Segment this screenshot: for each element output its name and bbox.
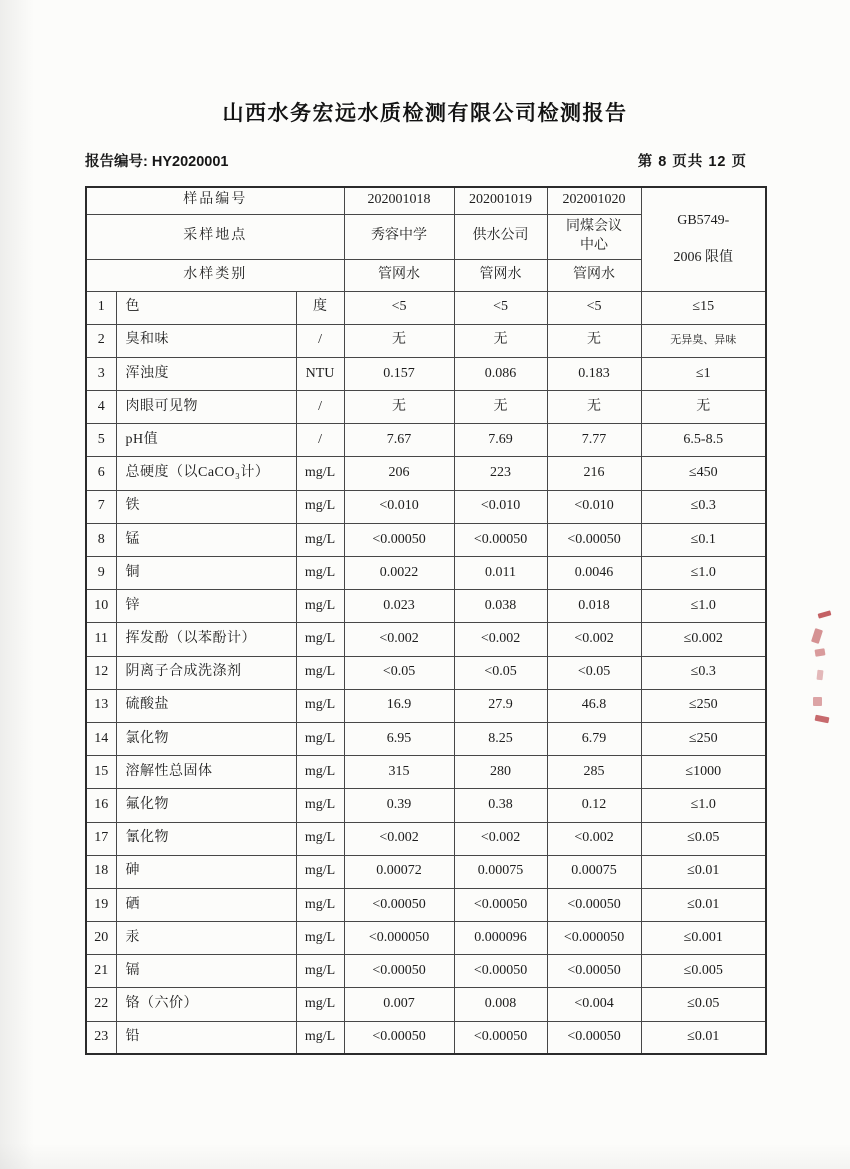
sample1-result: 0.007 <box>344 988 454 1021</box>
sample1-result: 0.0022 <box>344 557 454 590</box>
parameter-name: 总硬度（以CaCO₃计） <box>116 457 296 490</box>
sample1-result: 无 <box>344 391 454 424</box>
row-number: 7 <box>86 490 116 523</box>
row-number: 3 <box>86 357 116 390</box>
parameter-name: 浑浊度 <box>116 357 296 390</box>
unit-value: / <box>296 324 344 357</box>
unit-value: mg/L <box>296 523 344 556</box>
limit-value: ≤250 <box>641 689 766 722</box>
table-row <box>86 822 766 855</box>
report-number <box>85 150 228 171</box>
sample2-result: <0.010 <box>454 490 547 523</box>
limit-value: ≤0.3 <box>641 490 766 523</box>
table-row <box>86 756 766 789</box>
table-row <box>86 623 766 656</box>
sample3-result: <0.00050 <box>547 888 641 921</box>
limit-value: ≤1.0 <box>641 590 766 623</box>
unit-value: mg/L <box>296 955 344 988</box>
water-sample-type-label: 水样类别 <box>86 259 344 291</box>
limit-value: ≤0.001 <box>641 922 766 955</box>
sampling-location-3: 同煤会议中心 <box>547 214 641 259</box>
row-number: 15 <box>86 756 116 789</box>
limit-value: ≤15 <box>641 291 766 324</box>
sample1-result: 16.9 <box>344 689 454 722</box>
sample2-result: 223 <box>454 457 547 490</box>
unit-value: mg/L <box>296 988 344 1021</box>
parameter-name: 臭和味 <box>116 324 296 357</box>
table-row <box>86 391 766 424</box>
row-number: 19 <box>86 888 116 921</box>
report-number-label: 报告编号: <box>85 154 148 170</box>
parameter-name: 汞 <box>116 922 296 955</box>
page-title: 山西水务宏远水质检测有限公司检测报告 <box>222 102 628 125</box>
limit-value: 无 <box>641 391 766 424</box>
table-row <box>86 955 766 988</box>
limit-value: ≤0.005 <box>641 955 766 988</box>
limit-value: ≤0.1 <box>641 523 766 556</box>
sample1-result: <0.002 <box>344 822 454 855</box>
row-number: 16 <box>86 789 116 822</box>
row-number: 20 <box>86 922 116 955</box>
unit-value: mg/L <box>296 1021 344 1054</box>
sample2-result: 0.011 <box>454 557 547 590</box>
unit-value: mg/L <box>296 457 344 490</box>
parameter-name: 铅 <box>116 1021 296 1054</box>
sample2-result: <0.00050 <box>454 523 547 556</box>
row-number: 6 <box>86 457 116 490</box>
sample3-result: 285 <box>547 756 641 789</box>
parameter-name: 铬（六价） <box>116 988 296 1021</box>
sample2-result: <0.05 <box>454 656 547 689</box>
sample2-result: 0.00075 <box>454 855 547 888</box>
sample1-result: <5 <box>344 291 454 324</box>
table-row <box>86 988 766 1021</box>
sample3-result: 216 <box>547 457 641 490</box>
limit-value: ≤0.01 <box>641 1021 766 1054</box>
sample2-result: 7.69 <box>454 424 547 457</box>
table-row <box>86 922 766 955</box>
sample3-result: 7.77 <box>547 424 641 457</box>
report-number-value: HY2020001 <box>151 154 229 170</box>
table-row <box>86 1021 766 1054</box>
sample3-result: <0.00050 <box>547 523 641 556</box>
unit-value: mg/L <box>296 656 344 689</box>
limit-value: ≤450 <box>641 457 766 490</box>
table-row <box>86 689 766 722</box>
sample-number-header-row <box>86 187 766 214</box>
table-row <box>86 291 766 324</box>
water-sample-type-1: 管网水 <box>344 259 454 291</box>
table-row <box>86 523 766 556</box>
parameter-name: 锌 <box>116 590 296 623</box>
sample3-result: <0.05 <box>547 656 641 689</box>
limit-value: ≤0.3 <box>641 656 766 689</box>
sample1-result: <0.00050 <box>344 1021 454 1054</box>
sample3-result: 无 <box>547 324 641 357</box>
sample1-result: 315 <box>344 756 454 789</box>
sample2-result: 0.000096 <box>454 922 547 955</box>
parameter-name: 色 <box>116 291 296 324</box>
limit-column-header <box>641 187 766 291</box>
table-row <box>86 357 766 390</box>
sample2-result: 280 <box>454 756 547 789</box>
limit-value: 无异臭、异味 <box>641 324 766 357</box>
unit-value: mg/L <box>296 822 344 855</box>
sample1-result: <0.010 <box>344 490 454 523</box>
sample1-result: <0.05 <box>344 656 454 689</box>
water-sample-type-2: 管网水 <box>454 259 547 291</box>
sample2-result: 0.38 <box>454 789 547 822</box>
sample1-result: 无 <box>344 324 454 357</box>
parameter-name: 氟化物 <box>116 789 296 822</box>
sample3-result: 0.12 <box>547 789 641 822</box>
sample2-result: 8.25 <box>454 722 547 755</box>
limit-value: ≤1 <box>641 357 766 390</box>
sample2-result: 无 <box>454 391 547 424</box>
sample2-result: <0.002 <box>454 822 547 855</box>
row-number: 4 <box>86 391 116 424</box>
limit-value: ≤1.0 <box>641 789 766 822</box>
sample1-result: 0.023 <box>344 590 454 623</box>
unit-value: mg/L <box>296 722 344 755</box>
table-row <box>86 557 766 590</box>
limit-value: ≤250 <box>641 722 766 755</box>
sample3-result: <5 <box>547 291 641 324</box>
parameter-name: 溶解性总固体 <box>116 756 296 789</box>
sample3-result: 0.018 <box>547 590 641 623</box>
unit-value: mg/L <box>296 557 344 590</box>
table-row <box>86 722 766 755</box>
sample1-result: <0.000050 <box>344 922 454 955</box>
sample1-result: <0.00050 <box>344 888 454 921</box>
sample3-result: <0.00050 <box>547 955 641 988</box>
sample3-result: <0.002 <box>547 623 641 656</box>
sample2-result: 27.9 <box>454 689 547 722</box>
parameter-name: 硒 <box>116 888 296 921</box>
page-indicator: 第 8 页共 12 页 <box>637 154 747 170</box>
water-quality-results-table <box>85 186 767 1055</box>
red-stamp-fragment <box>804 602 838 738</box>
limit-value: ≤1000 <box>641 756 766 789</box>
table-row <box>86 457 766 490</box>
unit-value: mg/L <box>296 922 344 955</box>
table-row <box>86 490 766 523</box>
sample2-result: <0.00050 <box>454 955 547 988</box>
sample1-result: <0.002 <box>344 623 454 656</box>
sample3-result: <0.002 <box>547 822 641 855</box>
row-number: 23 <box>86 1021 116 1054</box>
limit-value: ≤0.01 <box>641 855 766 888</box>
unit-value: mg/L <box>296 756 344 789</box>
sample3-result: 无 <box>547 391 641 424</box>
sample2-result: 0.038 <box>454 590 547 623</box>
sample3-result: 46.8 <box>547 689 641 722</box>
sample3-result: 0.0046 <box>547 557 641 590</box>
sample1-result: 0.157 <box>344 357 454 390</box>
parameter-name: 铜 <box>116 557 296 590</box>
limit-value: ≤0.05 <box>641 822 766 855</box>
sample2-result: <0.002 <box>454 623 547 656</box>
sample1-result: <0.00050 <box>344 523 454 556</box>
table-row <box>86 855 766 888</box>
row-number: 17 <box>86 822 116 855</box>
parameter-name: 肉眼可见物 <box>116 391 296 424</box>
limit-value: ≤1.0 <box>641 557 766 590</box>
row-number: 10 <box>86 590 116 623</box>
sample3-result: <0.010 <box>547 490 641 523</box>
parameter-name: 锰 <box>116 523 296 556</box>
sample-number-label: 样品编号 <box>86 187 344 214</box>
table-row <box>86 656 766 689</box>
table-row <box>86 590 766 623</box>
row-number: 2 <box>86 324 116 357</box>
sample2-result: 无 <box>454 324 547 357</box>
limit-value: ≤0.002 <box>641 623 766 656</box>
sample-number-2: 202001019 <box>454 187 547 214</box>
unit-value: mg/L <box>296 789 344 822</box>
table-row <box>86 324 766 357</box>
report-meta-row <box>85 150 765 171</box>
sample3-result: <0.000050 <box>547 922 641 955</box>
parameter-name: 铁 <box>116 490 296 523</box>
table-row <box>86 789 766 822</box>
sampling-location-2: 供水公司 <box>454 214 547 259</box>
sample-number-1: 202001018 <box>344 187 454 214</box>
sample2-result: 0.086 <box>454 357 547 390</box>
row-number: 9 <box>86 557 116 590</box>
limit-header-line2: 2006 限值 <box>673 250 734 266</box>
sample3-result: <0.00050 <box>547 1021 641 1054</box>
unit-value: mg/L <box>296 689 344 722</box>
sample3-result: 0.00075 <box>547 855 641 888</box>
unit-value: mg/L <box>296 490 344 523</box>
parameter-name: 砷 <box>116 855 296 888</box>
sample1-result: 7.67 <box>344 424 454 457</box>
unit-value: mg/L <box>296 888 344 921</box>
row-number: 22 <box>86 988 116 1021</box>
row-number: 13 <box>86 689 116 722</box>
unit-value: 度 <box>296 291 344 324</box>
parameter-name: 硫酸盐 <box>116 689 296 722</box>
row-number: 21 <box>86 955 116 988</box>
parameter-name: 阴离子合成洗涤剂 <box>116 656 296 689</box>
sample2-result: <5 <box>454 291 547 324</box>
row-number: 11 <box>86 623 116 656</box>
unit-value: mg/L <box>296 623 344 656</box>
parameter-name: 氯化物 <box>116 722 296 755</box>
unit-value: mg/L <box>296 590 344 623</box>
row-number: 1 <box>86 291 116 324</box>
sample1-result: 0.39 <box>344 789 454 822</box>
sample1-result: <0.00050 <box>344 955 454 988</box>
row-number: 14 <box>86 722 116 755</box>
row-number: 8 <box>86 523 116 556</box>
unit-value: / <box>296 424 344 457</box>
sample2-result: 0.008 <box>454 988 547 1021</box>
sample1-result: 206 <box>344 457 454 490</box>
limit-value: 6.5-8.5 <box>641 424 766 457</box>
table-row <box>86 424 766 457</box>
sample3-result: 6.79 <box>547 722 641 755</box>
sample-number-3: 202001020 <box>547 187 641 214</box>
row-number: 18 <box>86 855 116 888</box>
parameter-name: pH值 <box>116 424 296 457</box>
table-row <box>86 888 766 921</box>
unit-value: NTU <box>296 357 344 390</box>
limit-value: ≤0.05 <box>641 988 766 1021</box>
sample1-result: 6.95 <box>344 722 454 755</box>
limit-header-line1: GB5749- <box>677 213 730 229</box>
sample3-result: 0.183 <box>547 357 641 390</box>
unit-value: / <box>296 391 344 424</box>
row-number: 12 <box>86 656 116 689</box>
parameter-name: 挥发酚（以苯酚计） <box>116 623 296 656</box>
limit-value: ≤0.01 <box>641 888 766 921</box>
unit-value: mg/L <box>296 855 344 888</box>
sampling-location-1: 秀容中学 <box>344 214 454 259</box>
sampling-location-label: 采样地点 <box>86 214 344 259</box>
sample2-result: <0.00050 <box>454 888 547 921</box>
parameter-name: 镉 <box>116 955 296 988</box>
row-number: 5 <box>86 424 116 457</box>
water-sample-type-3: 管网水 <box>547 259 641 291</box>
sample1-result: 0.00072 <box>344 855 454 888</box>
parameter-name: 氰化物 <box>116 822 296 855</box>
sample2-result: <0.00050 <box>454 1021 547 1054</box>
sample3-result: <0.004 <box>547 988 641 1021</box>
